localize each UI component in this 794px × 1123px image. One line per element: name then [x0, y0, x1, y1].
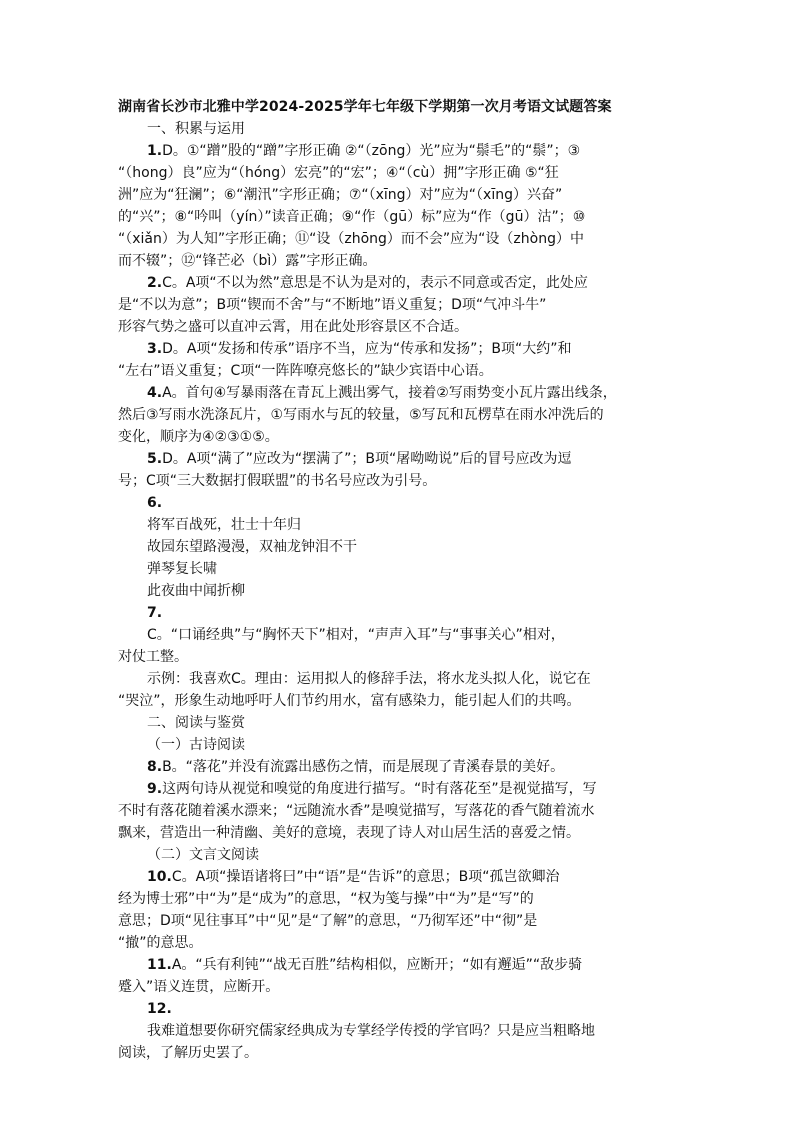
answer-line: 经为博士邪”中“为”是“成为”的意思，“权为笺与操”中“为”是“写”的 [118, 891, 534, 907]
answer-line: 意思；D项“见往事耳”中“见”是“了解”的意思，“乃彻军还”中“彻”是 [118, 913, 538, 929]
answer-line: D。A项“满了”应改为“摆满了”；B项“屠呦呦说”后的冒号应改为逗 [162, 451, 572, 467]
answer-line: B。“落花”并没有流露出感伤之情，而是展现了青溪春景的美好。 [162, 759, 565, 775]
answer-line: A。“兵有利钝”“战无百胜”结构相似，应断开；“如有邂逅”“敌步骑 [171, 957, 583, 973]
answer-line: 我难道想要你研究儒家经典成为专掌经学传授的学官吗？只是应当粗略地 [147, 1023, 595, 1039]
answer-4 [118, 382, 690, 448]
answer-line: 飘来，营造出一种清幽、美好的意境，表现了诗人对山居生活的喜爱之情。 [118, 825, 580, 841]
answer-6 [118, 492, 690, 602]
answer-line: “哭泣”，形象生动地呼吁人们节约用水，富有感染力，能引起人们的共鸣。 [118, 693, 581, 709]
answer-line: A。首句④写暴雨落在青瓦上溅出雾气，接着②写雨势变小瓦片露出线条， [162, 385, 617, 401]
question-number: 1. [147, 143, 163, 159]
answer-line: C。“口诵经典”与“胸怀天下”相对，“声声入耳”与“事事关心”相对， [147, 627, 565, 643]
answer-line: 号；C项“三大数据打假联盟”的书名号应改为引号。 [118, 473, 437, 489]
answer-line: “（xiǎn）为人知”字形正确；⑪“设（zhōng）而不会”应为“设（zhòng）中 [118, 231, 584, 247]
answer-line: “左右”语义重复；C项“一阵阵嘹亮悠长的”缺少宾语中心语。 [118, 363, 493, 379]
question-number: 6. [147, 495, 163, 511]
question-number: 11. [147, 957, 172, 973]
answer-12 [118, 998, 690, 1064]
answer-line: 阅读，了解历史罢了。 [118, 1045, 258, 1061]
answer-document [118, 96, 690, 1064]
question-number: 9. [147, 781, 163, 797]
answer-line: “撤”的意思。 [118, 935, 203, 951]
subsection-heading-classical: （二）文言文阅读 [147, 847, 259, 863]
answer-line: C。A项“操语诸将曰”中“语”是“告诉”的意思；B项“孤岂欲卿治 [171, 869, 560, 885]
answer-7 [118, 602, 690, 712]
answer-2 [118, 272, 690, 338]
subsection-heading-poetry: （一）古诗阅读 [147, 737, 245, 753]
answer-line: 对仗工整。 [118, 649, 188, 665]
answer-line: D。①“蹭”股的“蹭”字形正确 ②“（zōng）光”应为“鬃毛”的“鬃”；③ [162, 143, 581, 159]
answer-line: 变化，顺序为④②③①⑤。 [118, 429, 279, 445]
answer-line: 将军百战死，壮士十年归 [147, 517, 301, 533]
answer-9 [118, 778, 690, 844]
answer-1 [118, 140, 690, 272]
answer-line: 不时有落花随着溪水漂来；“远随流水香”是嗅觉描写，写落花的香气随着流水 [118, 803, 595, 819]
answer-line: 蹙入”语义连贯，应断开。 [118, 979, 280, 995]
section-heading-2: 二、阅读与鉴赏 [147, 715, 245, 731]
question-number: 3. [147, 341, 163, 357]
question-number: 4. [147, 385, 163, 401]
question-number: 12. [147, 1001, 172, 1017]
answer-3 [118, 338, 690, 382]
answer-line: 然后③写雨水洗涤瓦片，①写雨水与瓦的较量，⑤写瓦和瓦楞草在雨水冲洗后的 [118, 407, 604, 423]
answer-line: 是“不以为意”；B项“锲而不舍”与“不断地”语义重复；D项“气冲斗牛” [118, 297, 547, 313]
question-number: 2. [147, 275, 163, 291]
answer-5 [118, 448, 690, 492]
question-number: 10. [147, 869, 172, 885]
answer-line: 此夜曲中闻折柳 [147, 583, 245, 599]
answer-line: 示例：我喜欢C。理由：运用拟人的修辞手法，将水龙头拟人化，说它在 [147, 671, 591, 687]
answer-line: 而不辍”；⑫“锋芒必（bì）露”字形正确。 [118, 253, 377, 269]
answer-line: 故园东望路漫漫，双袖龙钟泪不干 [147, 539, 357, 555]
answer-line: 弹琴复长啸 [147, 561, 217, 577]
answer-line: 这两句诗从视觉和嗅觉的角度进行描写。“时有落花至”是视觉描写，写 [162, 781, 597, 797]
question-number: 8. [147, 759, 163, 775]
answer-line: 洲”应为“狂澜”；⑥“潮汛”字形正确；⑦“（xīng）对”应为“（xīng）兴奋” [118, 187, 563, 203]
answer-line: 的“兴”；⑧“吟叫（yín）”读音正确；⑨“作（gū）标”应为“作（gū）沽”；⑩ [118, 209, 586, 225]
answer-line: D。A项“发扬和传承”语序不当，应为“传承和发扬”；B项“大约”和 [162, 341, 572, 357]
answer-10 [118, 866, 690, 954]
answer-8 [118, 756, 690, 778]
answer-line: 形容气势之盛可以直冲云霄，用在此处形容景区不合适。 [118, 319, 468, 335]
question-number: 5. [147, 451, 163, 467]
answer-11 [118, 954, 690, 998]
section-heading-1: 一、积累与运用 [147, 121, 245, 137]
question-number: 7. [147, 605, 163, 621]
answer-line: “（hong）良”应为“（hóng）宏亮”的“宏”；④“（cù）拥”字形正确 ⑤“狂 [118, 165, 559, 181]
answer-line: C。A项“不以为然”意思是不认为是对的，表示不同意或否定，此处应 [162, 275, 588, 291]
document-title: 湖南省长沙市北雅中学2024-2025学年七年级下学期第一次月考语文试题答案 [118, 99, 612, 115]
